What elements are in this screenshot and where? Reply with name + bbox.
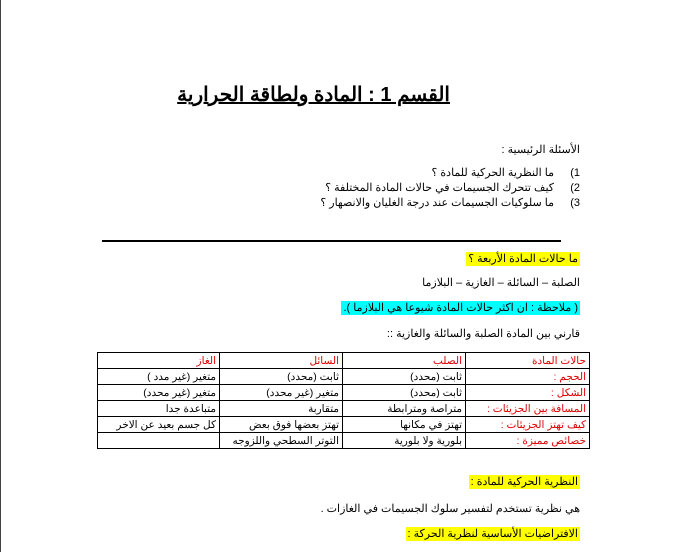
table-row: [98, 433, 590, 449]
header-cell: الغاز: [98, 353, 220, 369]
states-question: ما حالات المادة الأربعة ؟: [468, 253, 578, 265]
item-text: ما النظرية الحركية للمادة ؟: [431, 167, 554, 179]
note: ( ملاحظة : ان اكثر حالات المادة شيوعا هي البلازما ).: [343, 302, 578, 314]
item-text: ما سلوكيات الجسيمات عند درجة الغليان والانصهار ؟: [320, 197, 554, 209]
row-label: كيف تهتز الجزيئات :: [466, 417, 590, 433]
header-cell: حالات المادة: [466, 353, 590, 369]
table-row: [98, 417, 590, 433]
table-row: [98, 369, 590, 385]
divider: [102, 240, 561, 242]
table-cell: ثابت (محدد): [220, 369, 343, 385]
table-cell: تهتز في مكانها: [343, 417, 466, 433]
questions-heading: الأسئلة الرئيسية :: [501, 144, 580, 156]
list-item: [320, 181, 580, 196]
table-cell: متغير (غير مدد ): [98, 369, 220, 385]
header-cell: الصلب: [343, 353, 466, 369]
table-cell: التوتر السطحي واللزوجه: [220, 433, 343, 449]
kinetic-heading: النظرية الحركية للمادة :: [470, 476, 578, 488]
item-number: 3): [570, 197, 580, 209]
row-label: خصائص مميزة :: [466, 433, 590, 449]
table-cell: بلورية ولا بلورية: [343, 433, 466, 449]
row-label: المسافة بين الجزيئات :: [466, 401, 590, 417]
table-cell: ثابت (محدد): [343, 369, 466, 385]
item-text: كيف تتحرك الجسيمات في حالات المادة المختلفة ؟: [325, 182, 554, 194]
table-cell: متغير (غير محدد): [98, 385, 220, 401]
table-cell: متراصة ومترابطة: [343, 401, 466, 417]
page-edge: [0, 0, 1, 552]
table-cell: متباعدة جدا: [98, 401, 220, 417]
row-label: الحجم :: [466, 369, 590, 385]
table-cell: تهتز بعضها فوق بعض: [220, 417, 343, 433]
comparison-table: [97, 352, 590, 449]
table-cell: متغير (غير محدد): [220, 385, 343, 401]
header-cell: السائل: [220, 353, 343, 369]
kinetic-definition: هي نظرية تستخدم لتفسير سلوك الجسيمات في الغازات .: [320, 503, 580, 515]
list-item: [320, 166, 580, 181]
compare-prompt: قارني بين المادة الصلبة والسائلة والغازية ::: [386, 328, 580, 340]
table-row: [98, 385, 590, 401]
questions-list: [320, 166, 580, 211]
table-cell: [98, 433, 220, 449]
table-cell: ثابت (محدد): [343, 385, 466, 401]
item-number: 1): [570, 167, 580, 179]
page-title: القسم 1 : المادة ولطاقة الحرارية: [177, 84, 450, 106]
assumptions-heading: الافتراضيات الأساسية لنظرية الحركة :: [407, 528, 578, 540]
table-row: [98, 401, 590, 417]
row-label: الشكل :: [466, 385, 590, 401]
list-item: [320, 196, 580, 211]
states-answer: الصلبة – السائلة – الغازية – البلازما: [422, 277, 580, 289]
table-header-row: [98, 353, 590, 369]
item-number: 2): [570, 182, 580, 194]
table-cell: متقاربة: [220, 401, 343, 417]
table-cell: كل جسم بعيد عن الاخر: [98, 417, 220, 433]
